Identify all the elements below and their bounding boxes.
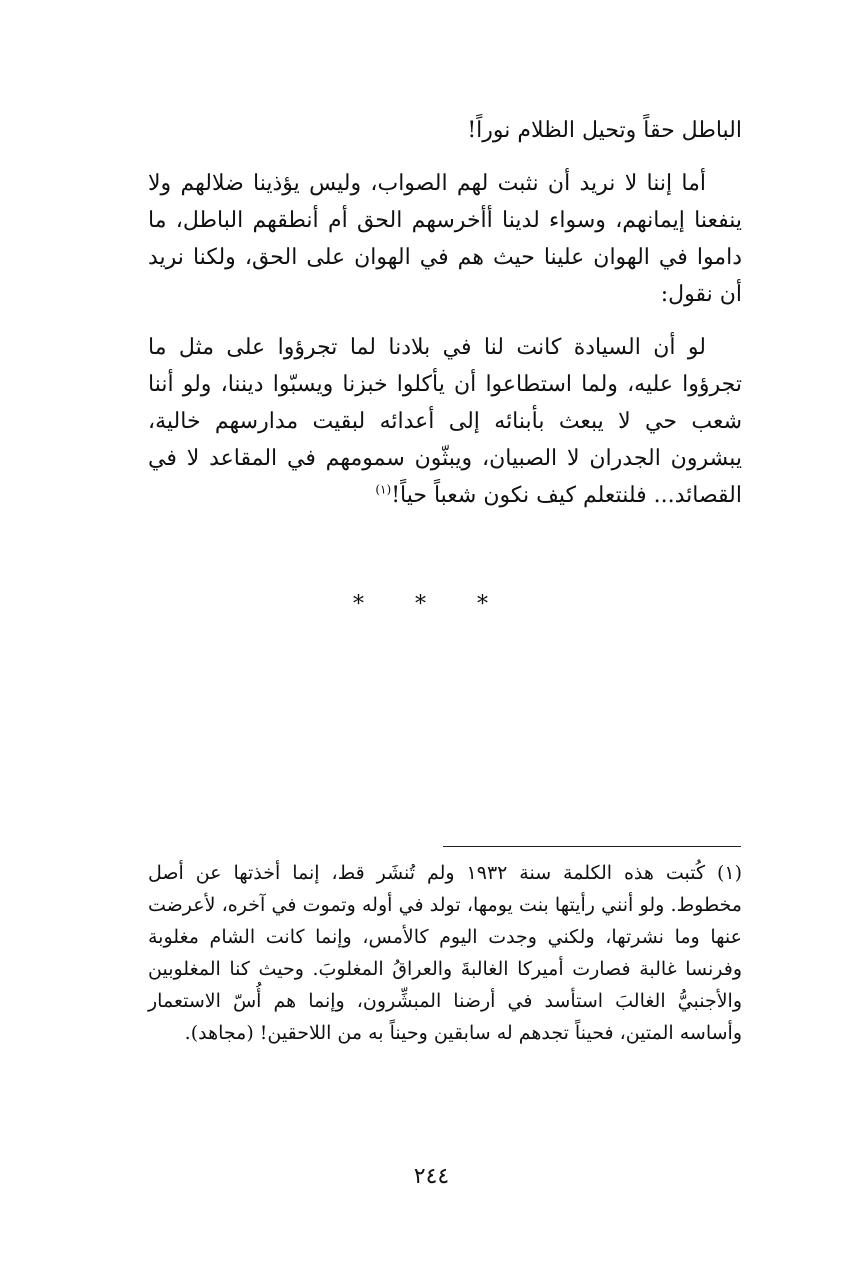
footnote-divider bbox=[443, 846, 741, 847]
paragraph-1: الباطل حقاً وتحيل الظلام نوراً! bbox=[467, 118, 742, 143]
footnote-reference: (١) bbox=[375, 482, 392, 497]
footnote-content bbox=[148, 857, 742, 1049]
page-number: ٢٤٤ bbox=[413, 1164, 450, 1189]
paragraph-3 bbox=[148, 329, 742, 514]
section-separator: * * * bbox=[353, 592, 510, 617]
body-text bbox=[148, 112, 742, 514]
paragraph-3-text: لو أن السيادة كانت لنا في بلادنا لما تجرؤوا على مثل ما تجرؤوا عليه، ولما استطاعوا أن يأكلوا خبزنا ويسبّوا ديننا، ولو أننا شعب حي لا يبعث بأبنائه إلى أعدائه لبقيت مدارسهم خالية، يبشرون الجدران لا الصبيان، ويبثّون سمومهم في المقاعد لا في القصائد... فلنتعلم كيف نكون شعباً حياً! bbox=[148, 335, 742, 508]
footnote bbox=[148, 857, 742, 1049]
footnote-marker: (١) bbox=[716, 862, 742, 884]
footnote-text: كُتبت هذه الكلمة سنة ١٩٣٢ ولم تُنشَر قط، إنما أخذتها عن أصل مخطوط. ولو أنني رأيتها بنت يومها، تولد في أوله وتموت في آخره، لأعرضت عنها وما نشرتها، ولكني وجدت اليوم كالأمس، وإنما كانت الشام مغلوبة وفرنسا غالبة فصارت أميركا الغالبةَ والعراقُ المغلوبَ. وحيث كنا المغلوبين والأجنبيُّ الغالبَ استأسد في أرضنا المبشِّرون، وإنما هم أُسّ الاستعمار وأساسه المتين، فحيناً تجدهم له سابقين وحيناً به من اللاحقين! (مجاهد). bbox=[148, 862, 742, 1044]
paragraph-2: أما إننا لا نريد أن نثبت لهم الصواب، وليس يؤذينا ضلالهم ولا ينفعنا إيمانهم، وسواء لدينا أأخرسهم الحق أم أنطقهم الباطل، ما داموا في الهوان علينا حيث هم في الهوان على الحق، ولكنا نريد أن نقول: bbox=[148, 171, 742, 307]
